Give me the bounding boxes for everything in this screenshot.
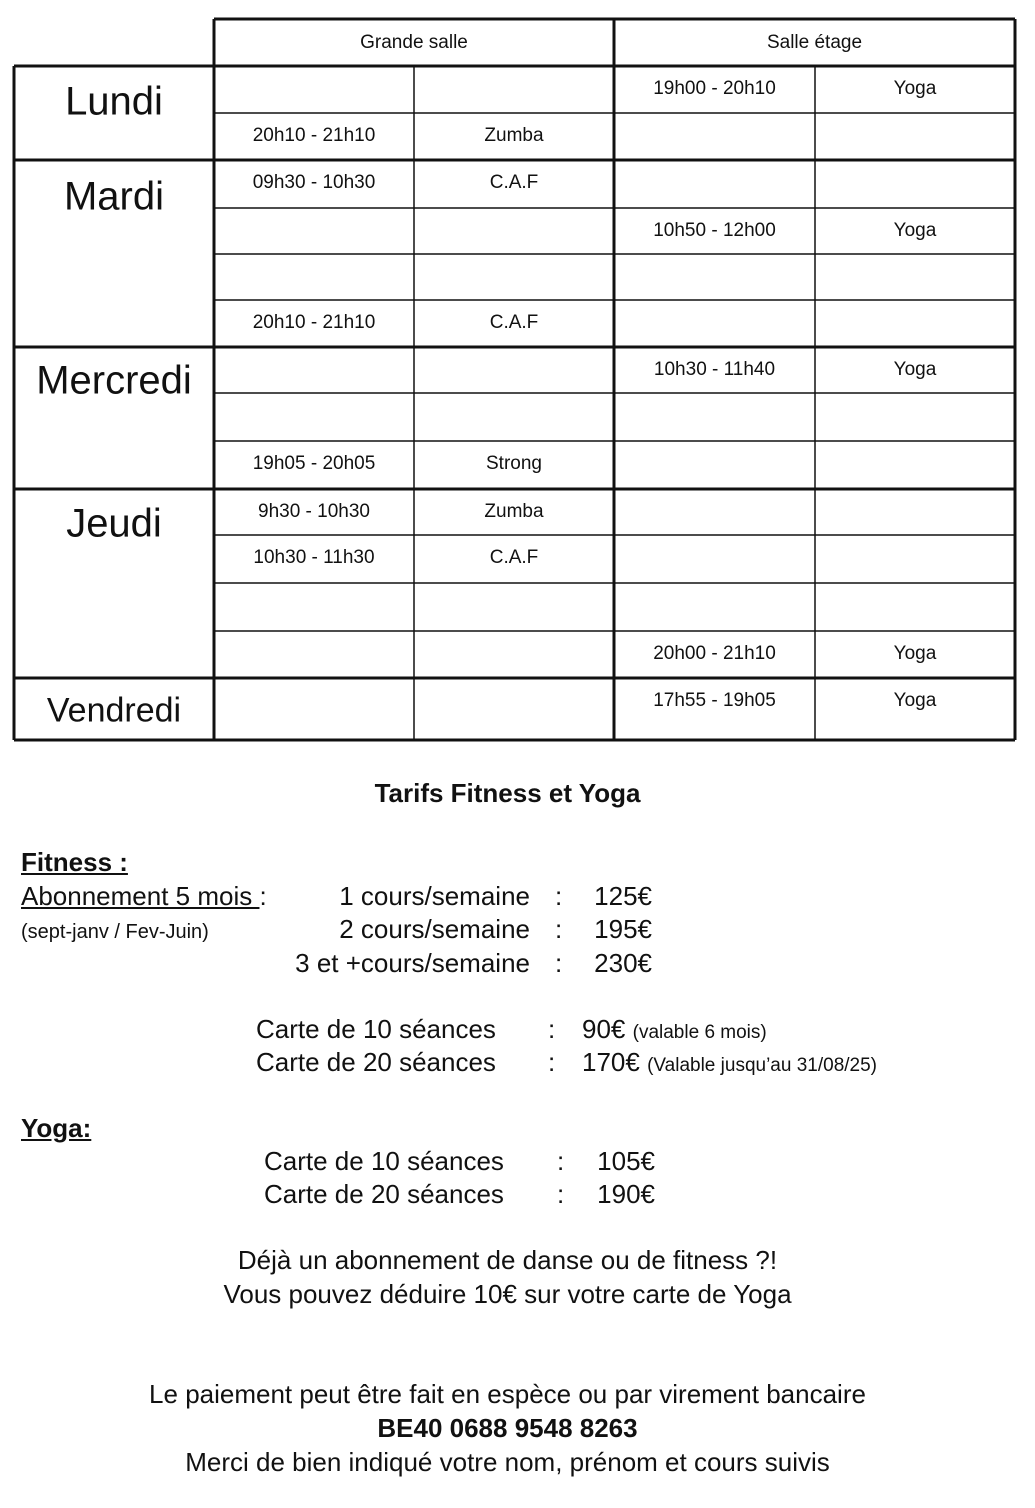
slot-course: C.A.F [489,312,539,333]
abo-1-label: 1 cours/semaine [339,881,530,911]
yoga-carte-10-price: 105€ [597,1146,655,1176]
abo-3-sep: : [555,948,563,978]
slot-course: Yoga [893,220,937,241]
promo-line-1: Déjà un abonnement de danse ou de fitness ?! [237,1245,778,1275]
day-label-jeudi: Jeudi [66,501,162,546]
slot-time: 19h05 - 20h05 [252,453,376,474]
yoga-heading: Yoga: [21,1113,92,1143]
slot-course: Zumba [484,501,544,522]
fitness-carte-10-price [582,1014,767,1045]
abonnement-text: Abonnement 5 mois [21,881,260,911]
slot-course: Yoga [893,690,937,711]
slot-time: 19h00 - 20h10 [653,78,776,99]
fitness-carte-20-note: (Valable jusqu’au 31/08/25) [647,1055,877,1076]
abo-3-label: 3 et +cours/semaine [295,948,530,978]
abo-2-sep: : [555,914,563,944]
room-header-grande-salle: Grande salle [360,31,468,53]
yoga-carte-20-label: Carte de 20 séances [264,1179,504,1209]
fitness-carte-10-sep: : [548,1014,556,1044]
room-header-salle-etage: Salle étage [766,31,863,53]
fitness-carte-10-note: (valable 6 mois) [632,1022,767,1043]
slot-course: Yoga [893,643,937,664]
slot-time: 20h00 - 21h10 [653,643,776,664]
slot-course: Zumba [484,125,544,146]
slot-time: 9h30 - 10h30 [258,501,370,522]
slot-time: 09h30 - 10h30 [252,172,376,193]
slot-course: C.A.F [489,172,539,193]
fitness-heading: Fitness : [21,847,128,877]
fitness-carte-20-sep: : [548,1047,556,1077]
abonnement-colon: : [259,881,267,911]
day-label-vendredi: Vendredi [46,691,182,730]
payment-line-3: Merci de bien indiqué votre nom, prénom et cours suivis [185,1447,830,1477]
abo-2-price: 195€ [594,914,652,944]
yoga-carte-10-sep: : [557,1146,565,1176]
fitness-carte-10-label: Carte de 10 séances [256,1014,496,1044]
payment-line-1: Le paiement peut être fait en espèce ou par virement bancaire [149,1379,866,1409]
slot-course: Yoga [893,359,937,380]
abonnement-label [21,881,267,912]
abonnement-period: (sept-janv / Fev-Juin) [21,921,209,943]
yoga-carte-10-label: Carte de 10 séances [264,1146,504,1176]
fitness-carte-10-amount: 90€ [582,1014,626,1044]
slot-time: 17h55 - 19h05 [653,690,776,711]
abo-1-sep: : [555,881,563,911]
fitness-carte-20-price [582,1047,877,1078]
slot-course: Strong [486,453,542,474]
slot-time: 20h10 - 21h10 [252,125,376,146]
slot-time: 20h10 - 21h10 [252,312,376,333]
tarifs-title: Tarifs Fitness et Yoga [374,778,641,808]
fitness-carte-20-label: Carte de 20 séances [256,1047,496,1077]
day-label-mercredi: Mercredi [36,358,192,403]
slot-course: C.A.F [489,547,539,568]
slot-time: 10h30 - 11h40 [653,359,776,380]
abo-3-price: 230€ [594,948,652,978]
slot-course: Yoga [893,78,937,99]
abo-1-price: 125€ [594,881,652,911]
fitness-carte-20-amount: 170€ [582,1047,640,1077]
yoga-carte-20-sep: : [557,1179,565,1209]
schedule-table [0,0,1035,745]
abo-2-label: 2 cours/semaine [339,914,530,944]
promo-line-2: Vous pouvez déduire 10€ sur votre carte de Yoga [223,1279,792,1309]
yoga-carte-20-price: 190€ [597,1179,655,1209]
day-label-lundi: Lundi [65,79,163,124]
slot-time: 10h50 - 12h00 [653,220,776,241]
slot-time: 10h30 - 11h30 [253,547,375,568]
day-label-mardi: Mardi [63,174,165,219]
payment-iban: BE40 0688 9548 8263 [377,1413,638,1443]
